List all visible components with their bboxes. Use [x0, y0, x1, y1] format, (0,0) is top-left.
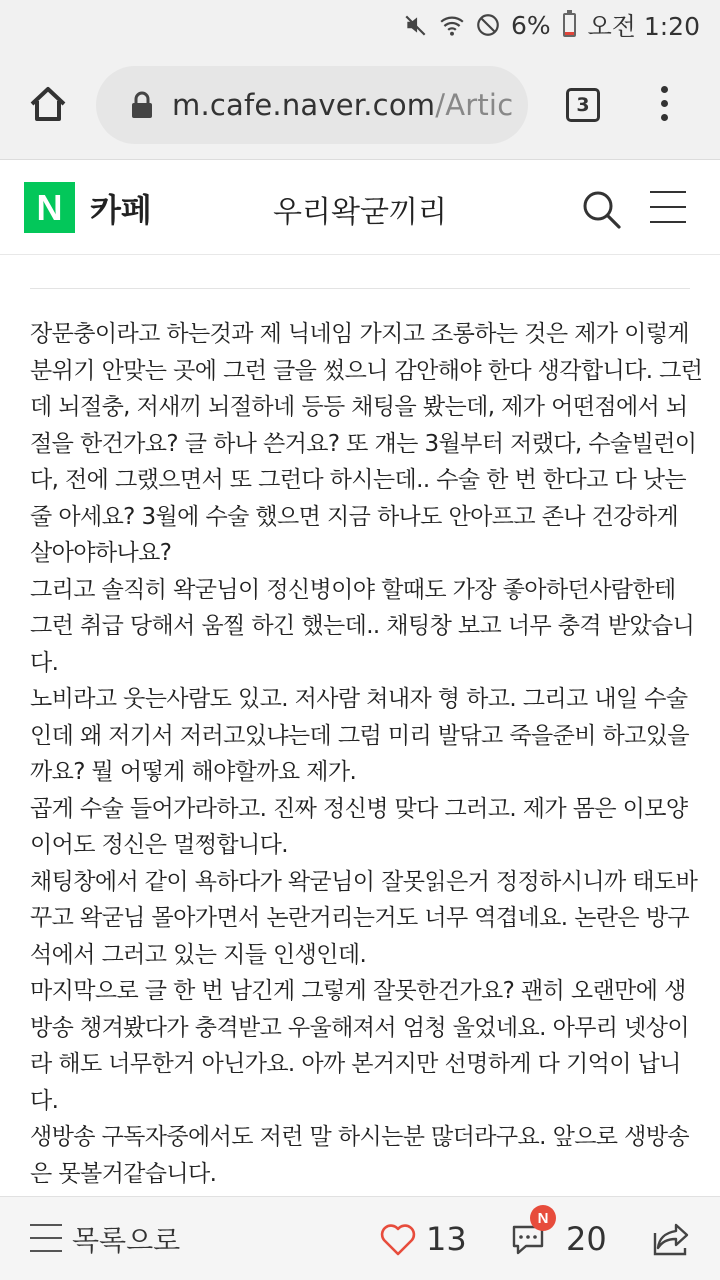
search-icon[interactable]: [580, 188, 622, 230]
status-bar: [0, 0, 720, 50]
article-line: 줄 아세요? 3월에 수술 했으면 지금 하나도 안아프고 존나 건강하게: [30, 503, 679, 530]
article-line: 생방송 구독자중에서도 저런 말 하시는분 많더라구요. 앞으로 생방송: [30, 1124, 689, 1150]
article-line: 까요? 뭘 어떻게 해야할까요 제가.: [30, 759, 357, 785]
home-icon[interactable]: [24, 80, 72, 128]
article-line: 다.: [30, 1087, 59, 1114]
article-line: 은 못볼거같습니다.: [30, 1160, 217, 1187]
cafe-header: [0, 160, 720, 255]
hamburger-menu-icon[interactable]: [650, 191, 686, 225]
cafe-name-title[interactable]: 우리왁굳끼리: [273, 195, 447, 230]
browser-toolbar: [0, 50, 720, 160]
do-not-disturb-icon: [475, 12, 501, 38]
address-bar[interactable]: [96, 66, 528, 144]
share-icon[interactable]: [650, 1217, 692, 1259]
article-line: 노비라고 웃는사람도 있고. 저사람 쳐내자 형 하고. 그리고 내일 수술: [30, 686, 688, 712]
lock-icon: [130, 91, 154, 119]
article-line: 그리고 솔직히 왁굳님이 정신병이야 할때도 가장 좋아하던사람한테: [30, 576, 676, 603]
url-main: m.cafe.naver.com: [172, 88, 436, 122]
comment-button[interactable]: [508, 1209, 607, 1261]
article-line: 채팅창에서 같이 욕하다가 왁굳님이 잘못읽은거 정정하시니까 태도바: [30, 868, 698, 895]
article-line: 데 뇌절충, 저새끼 뇌절하네 등등 채팅을 봤는데, 제가 어떤점에서 뇌: [30, 394, 688, 420]
back-to-list-label: 목록으로: [72, 1224, 181, 1257]
article-line: 다.: [30, 649, 59, 676]
article-line: 라 해도 너무한거 아닌가요. 아까 본거지만 선명하게 다 기억이 납니: [30, 1051, 681, 1077]
article-line: 분위기 안맞는 곳에 그런 글을 썼으니 감안해야 한다 생각합니다. 그런: [30, 357, 703, 384]
url-path: /Artic: [435, 88, 514, 122]
cafe-label[interactable]: 카페: [90, 191, 152, 229]
article-line: 장문충이라고 하는것과 제 닉네임 가지고 조롱하는 것은 제가 이렇게: [30, 321, 689, 347]
article-line: 다, 전에 그랬으면서 또 그런다 하시는데.. 수술 한 번 한다고 다 낫는: [30, 467, 687, 493]
like-button[interactable]: [378, 1217, 467, 1261]
battery-icon: [563, 13, 576, 37]
new-comment-badge: N: [530, 1205, 556, 1231]
content-divider: [30, 288, 690, 289]
list-icon: [30, 1224, 62, 1254]
article-line: 절을 한건가요? 글 하나 쓴거요? 또 걔는 3월부터 저랬다, 수술빌런이: [30, 430, 697, 457]
article-line: 인데 왜 저기서 저러고있냐는데 그럼 미리 발닦고 죽을준비 하고있을: [30, 722, 689, 749]
naver-logo[interactable]: N: [24, 182, 75, 233]
back-to-list-button[interactable]: [30, 1219, 180, 1259]
article-body: [30, 316, 703, 1192]
article-line: 꾸고 왁굳님 몰아가면서 논란거리는거도 너무 역겹네요. 논란은 방구: [30, 905, 689, 931]
battery-percent: 6%: [510, 10, 551, 40]
url-text: [172, 88, 513, 122]
like-count: 13: [426, 1220, 467, 1258]
article-line: 석에서 그러고 있는 지들 인생인데.: [30, 941, 367, 968]
clock: 오전 1:20: [587, 12, 700, 41]
article-line: 방송 챙겨봤다가 충격받고 우울해져서 엄청 울었네요. 아무리 넷상이: [30, 1014, 689, 1041]
article-line: 살아야하나요?: [30, 540, 172, 566]
article-line: 마지막으로 글 한 번 남긴게 그렇게 잘못한건가요? 괜히 오랜만에 생: [30, 978, 686, 1004]
article-line: 그런 취급 당해서 움찔 하긴 했는데.. 채팅창 보고 너무 충격 받았습니: [30, 613, 695, 639]
article-line: 이어도 정신은 멀쩡합니다.: [30, 832, 288, 858]
wifi-icon: [439, 12, 465, 38]
bottom-action-bar: [0, 1196, 720, 1280]
heart-icon: [378, 1219, 418, 1259]
tab-switcher-button[interactable]: 3: [566, 88, 600, 122]
mute-icon: [403, 12, 429, 38]
article-line: 곱게 수술 들어가라하고. 진짜 정신병 맞다 그러고. 제가 몸은 이모양: [30, 795, 688, 822]
more-vert-icon[interactable]: [652, 86, 676, 126]
comment-count: 20: [566, 1220, 607, 1258]
